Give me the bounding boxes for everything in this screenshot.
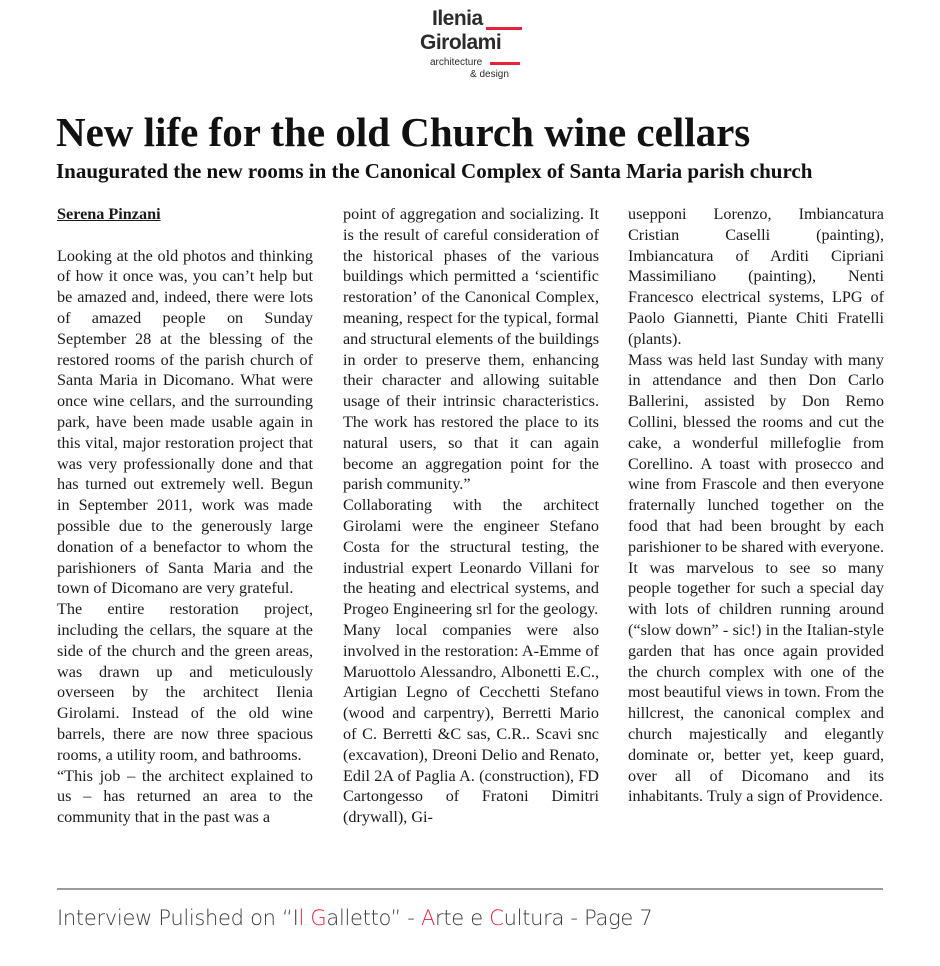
paragraph: “This job – the architect explained to us – has returned an area to the community that in the past was a bbox=[57, 766, 313, 827]
brand-logo bbox=[420, 6, 530, 84]
paragraph: point of aggregation and socializing. It is the result of careful consideration of the historical phases of the various buildings which permitted a ‘scientific restoration’ of the Canonical Complex, meaning, respect for the typical, formal and structural elements of the buildings in order to preserve them, enhancing their character and allowing suitable usage of their intrinsic characteristics. The work has restored the place to its natural users, so that it can again become an aggregation point for the parish community.” bbox=[343, 205, 599, 494]
footer-text: alletto” - bbox=[326, 906, 421, 930]
article-column-3 bbox=[628, 204, 884, 807]
paragraph: Many local companies were also involved in the restoration: A-Emme of Maruottolo Alessandro, Albonetti E.C., Artigian Legno of Cecchetti Stefano (wood and carpentry), Berretti Mario of C. Berretti &C sas, C.R.. Scavi snc (excavation), Dreoni Delio and Renato, Edil 2A of Paglia A. (construction), FD Cartongesso of Fratoni Dimitri (drywall), Gi- bbox=[343, 620, 599, 827]
logo-name-last: Girolami bbox=[420, 31, 502, 54]
paragraph: Collaborating with the architect Girolami were the engineer Stefano Costa for the structural testing, the industrial expert Leonardo Villani for the heating and electrical systems, and Progeo Engineering srl for the geology. bbox=[343, 496, 599, 619]
footer-accent-text: A bbox=[420, 906, 436, 930]
footer-accent-text: C bbox=[489, 906, 504, 930]
logo-accent-bar-small bbox=[490, 62, 520, 65]
footer-text: rte e bbox=[435, 906, 490, 930]
logo-tagline-2: & design bbox=[470, 69, 509, 80]
paragraph: usepponi Lorenzo, Imbiancatura Cristian Caselli (painting), Imbiancatura of Arditi Cipriani Massimiliano (painting), Nenti Francesco electrical systems, LPG of Paolo Giannetti, Piante Chiti Fratelli (plants). bbox=[628, 205, 884, 348]
article-column-1 bbox=[57, 204, 313, 828]
article-title: New life for the old Church wine cellars bbox=[56, 109, 751, 155]
footer-credit bbox=[57, 904, 887, 932]
article-column-2 bbox=[343, 204, 599, 828]
footer-text: ultura - Page 7 bbox=[503, 906, 653, 930]
footer-accent-text: l bbox=[298, 906, 311, 930]
footer-accent-text: G bbox=[310, 906, 327, 930]
footer-divider bbox=[57, 888, 883, 890]
paragraph: Looking at the old photos and thinking of how it once was, you can’t help but be amazed and, indeed, there were lots of amazed people on Sunday September 28 at the blessing of the restored rooms of the parish church of Santa Maria in Dicomano. What were once wine cellars, and the surrounding park, have been made usable again in this vital, major restoration project that was very professionally done and that has turned out extremely well. Begun in September 2011, work was made possible due to the generously large donation of a benefactor to whom the parishioners of Santa Maria and the town of Dicomano are very grateful. bbox=[57, 246, 313, 598]
logo-accent-bar bbox=[486, 27, 522, 30]
paragraph: The entire restoration project, including the cellars, the square at the side of the church and the green areas, was drawn up and meticulously overseen by the architect Ilenia Girolami. Instead of the old wine barrels, there are now three spacious rooms, a utility room, and bathrooms. bbox=[57, 600, 313, 764]
author-byline: Serena Pinzani bbox=[57, 205, 161, 223]
footer-text: Interview Pulished on “I bbox=[57, 906, 299, 930]
logo-tagline-1: architecture bbox=[430, 57, 483, 68]
logo-name-first: Ilenia bbox=[432, 7, 483, 30]
article-subtitle: Inaugurated the new rooms in the Canonical Complex of Santa Maria parish church bbox=[56, 159, 813, 183]
paragraph: Mass was held last Sunday with many in attendance and then Don Carlo Ballerini, assisted by Don Remo Collini, blessed the rooms and cut the cake, a wonderful millefoglie from Corellino. A toast with prosecco and wine from Frascole and then everyone fraternally lunched together on the food that had been brought by each parishioner to be shared with everyone. It was marvelous to see so many people together for such a special day with lots of children running around (“slow down” - sic!) in the Italian-style garden that has once again provided the church complex with one of the most beautiful views in town. From the hillcrest, the canonical complex and church majestically and elegantly dominate or, better yet, keep guard, over all of Dicomano and its inhabitants. Truly a sign of Providence. bbox=[628, 350, 884, 806]
